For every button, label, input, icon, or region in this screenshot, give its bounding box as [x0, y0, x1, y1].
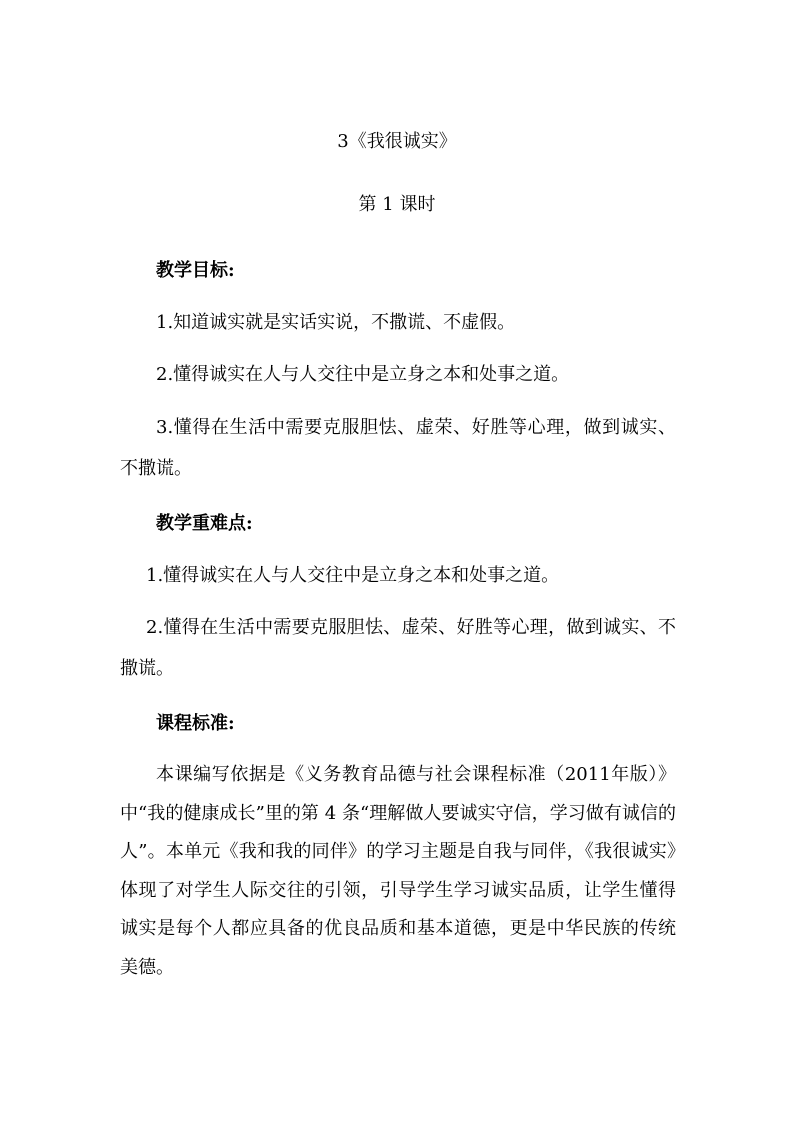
standards-section	[120, 705, 676, 743]
objectives-section	[120, 252, 676, 290]
standards-heading: 课程标准:	[156, 713, 235, 734]
standards-paragraph: 本课编写依据是《义务教育品德与社会课程标准（2011年版）》中“我的健康成长”里的第 4 条“理解做人要诚实守信，学习做有诚信的人”。本单元《我和我的同伴》的学习主题是自我与同伴，《我很诚实》体现了对学生人际交往的引领，引导学生学习诚实品质，让学生懂得诚实是每个人都应具备的优良品质和基本道德，更是中华民族的传统美德。	[120, 764, 676, 978]
objective-item-3	[120, 407, 676, 489]
lesson-period: 第 1 课时	[358, 194, 436, 215]
key-point-item-text: 2.懂得在生活中需要克服胆怯、虚荣、好胜等心理，做到诚实、不撒谎。	[120, 617, 676, 679]
standards-paragraph-block	[120, 756, 676, 987]
objective-item-text: 3.懂得在生活中需要克服胆怯、虚荣、好胜等心理，做到诚实、不撒谎。	[120, 417, 676, 479]
objectives-heading: 教学目标:	[156, 260, 235, 281]
objective-item-text: 1.知道诚实就是实话实说，不撒谎、不虚假。	[156, 312, 516, 333]
objective-item-2	[120, 356, 676, 394]
key-points-section	[120, 505, 676, 543]
objective-item-text: 2.懂得诚实在人与人交往中是立身之本和处事之道。	[156, 364, 570, 385]
key-point-item-1	[120, 557, 676, 595]
document-title: 3《我很诚实》	[337, 131, 457, 152]
key-points-heading: 教学重难点:	[156, 513, 253, 534]
key-point-item-text: 1.懂得诚实在人与人交往中是立身之本和处事之道。	[146, 565, 560, 586]
objective-item-1	[120, 304, 676, 342]
key-point-item-2	[120, 607, 676, 689]
